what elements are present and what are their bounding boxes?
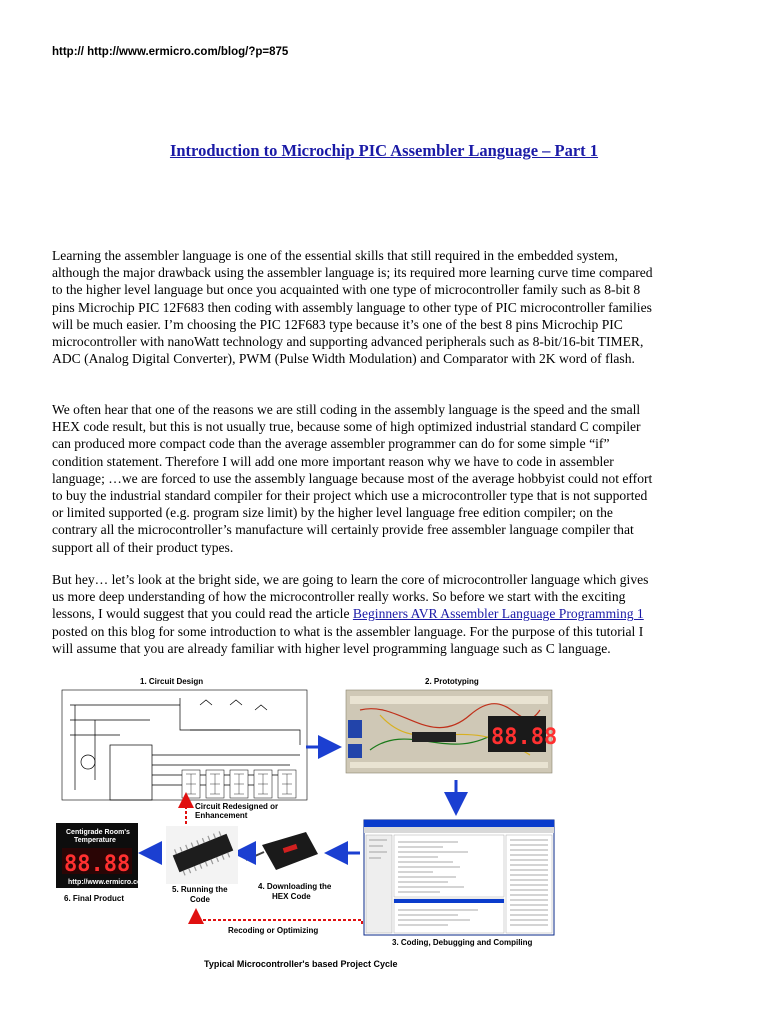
paragraph-intro <box>52 247 722 367</box>
text-line: posted on this blog for some introduction to what is the assembler language. For the purpose of this tutorial I <box>52 623 644 639</box>
label-running-2: Code <box>190 895 210 904</box>
text-line: or limited supported (e.g. program size limit) by the higher level language free edition compiler; on the <box>52 505 613 521</box>
label-running: 5. Running the <box>172 885 228 894</box>
programmer-photo <box>246 832 318 870</box>
text-line: us more deep understanding of how the microcontroller really works. So before we start with the exciting <box>52 589 626 605</box>
product-led-display: 88.88 <box>64 852 131 877</box>
prototype-led-display: 88.88 <box>491 725 558 750</box>
article-link[interactable]: Beginners AVR Assembler Language Programming 1 <box>352 606 644 622</box>
text-line: We often hear that one of the reasons we are still coding in the assembly language is the speed and the small <box>52 402 641 417</box>
source-url: http:// http://www.ermicro.com/blog/?p=875 <box>52 46 289 58</box>
text-line: can produced more compact code than the average assembler programmer can do for some simple “if” <box>52 436 610 452</box>
page-title[interactable]: Introduction to Microchip PIC Assembler Language – Part 1 <box>169 141 599 160</box>
text-line <box>52 605 722 622</box>
text-line: to the higher level language but once you acquainted with one type of microcontroller family such as 8-bit 8 <box>52 282 641 298</box>
text-line: language; …we are forced to use the assembly language because most of the average hobbyist could not effort <box>52 470 653 486</box>
label-coding: 3. Coding, Debugging and Compiling <box>392 938 533 947</box>
label-recoding: Recoding or Optimizing <box>228 926 319 935</box>
product-screen-title: Centigrade Room's <box>66 829 130 836</box>
product-site: http://www.ermicro.com/blog <box>68 879 165 886</box>
text-line: support all of their product types. <box>52 539 234 555</box>
project-cycle-figure <box>0 670 768 980</box>
schematic-image <box>62 690 307 800</box>
text-line: will assume that you are already familiar with higher level programming language such as C language. <box>52 640 611 656</box>
label-redesign-2: Enhancement <box>195 811 248 820</box>
label-final-product: 6. Final Product <box>64 894 125 903</box>
paragraph-bright-side <box>52 571 722 657</box>
text-line: to buy the industrial standard compiler for their project which use a microcontroller type that is not supported <box>52 488 648 504</box>
label-downloading: 4. Downloading the <box>258 882 332 891</box>
text-line: contrary all the microcontroller’s manufacture will certainly provide free assembler language compiler that <box>52 522 634 538</box>
label-downloading-2: HEX Code <box>272 892 311 901</box>
text-line: But hey… let’s look at the bright side, we are going to learn the core of microcontroller language which gives <box>52 572 649 587</box>
text-line: will be much easier. I’m choosing the PIC 12F683 type because it’s one of the best 8 pins Microchip PIC <box>52 316 623 332</box>
arrow-recoding <box>196 912 362 924</box>
product-screen-title-2: Temperature <box>74 837 116 844</box>
text-line: pins Microchip PIC 12F683 then coding with assembly language to other type of PIC microcontroller families <box>52 299 652 315</box>
final-product-photo <box>56 823 164 888</box>
text-segment: lessons, I would suggest that you could read the article <box>52 606 353 622</box>
label-redesign: Circuit Redesigned or <box>195 802 279 811</box>
label-prototyping: 2. Prototyping <box>425 677 479 686</box>
paragraph-reasons <box>52 401 722 556</box>
label-circuit-design: 1. Circuit Design <box>140 677 204 686</box>
text-line: condition statement. Therefore I will add one more important reason why we have to code in assembler <box>52 453 614 469</box>
breadboard-photo <box>346 690 557 773</box>
text-line: ADC (Analog Digital Converter), PWM (Pulse Width Modulation) and Comparator with 2K word of flash. <box>52 351 635 367</box>
ide-screenshot <box>364 820 554 935</box>
text-line: microcontroller with nanoWatt technology and supporting advanced peripherals such as 8-bit/16-bit TIMER, <box>52 334 644 350</box>
figure-caption: Typical Microcontroller's based Project Cycle <box>204 959 398 969</box>
ic-chip-photo <box>166 826 238 884</box>
text-line: HEX code result, but this is not usually true, because some of high optimized industrial standard C compiler <box>52 419 641 435</box>
text-line: Learning the assembler language is one of the essential skills that still required in the embedded system, <box>52 248 618 263</box>
text-line: although the major drawback using the assembler language is; its required more learning curve time compared <box>52 265 653 281</box>
